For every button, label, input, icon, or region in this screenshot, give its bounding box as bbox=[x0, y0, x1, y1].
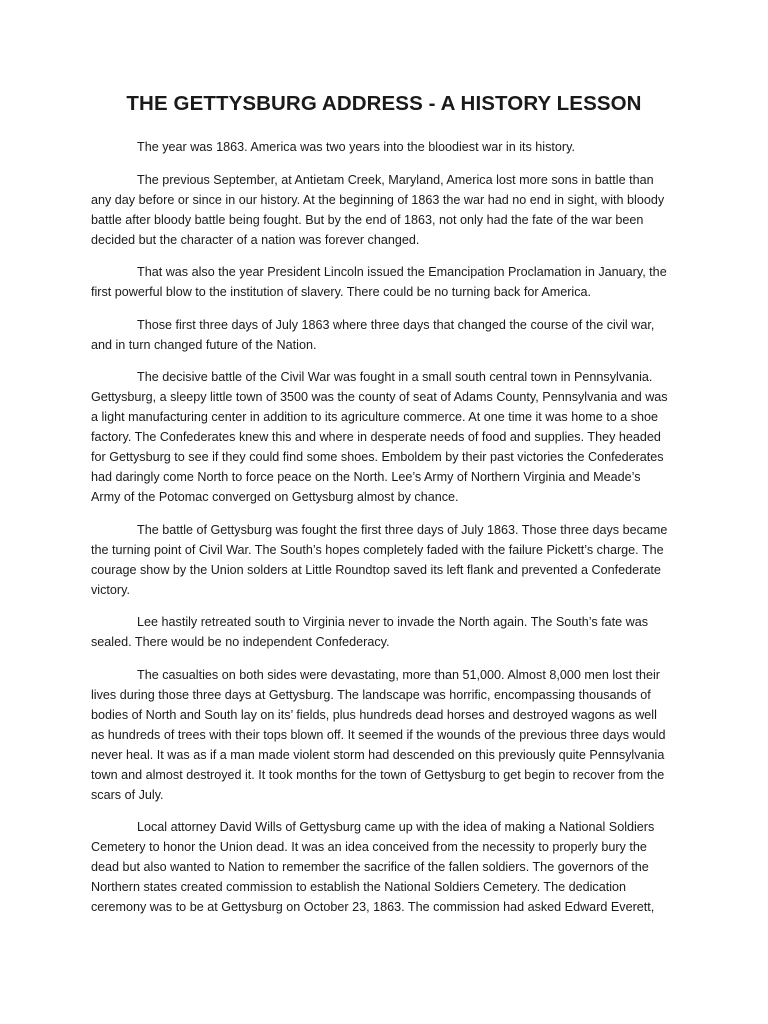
paragraph-4: Those first three days of July 1863 where three days that changed the course of the civil war, and in turn changed future of the Nation. bbox=[91, 317, 655, 352]
paragraph-7: Lee hastily retreated south to Virginia never to invade the North again. The South’s fate was sealed. There would be no independent Confederacy. bbox=[91, 615, 649, 649]
paragraph-1: The year was 1863. America was two years into the bloodiest war in its history. bbox=[137, 140, 575, 154]
paragraph-9: Local attorney David Wills of Gettysburg came up with the idea of making a National Soldiers Cemetery to honor the Union dead. It was an idea conceived from the necessity to properly bury the dead but also wanted to Nation to remember the sacrifice of the fallen soldiers. The governors of the Northern states created commission to establish the National Soldiers Cemetery. The dedication ceremony was to be at Gettysburg on October 23, 1863. The commission had asked Edward Everett, bbox=[91, 820, 655, 914]
document-title: THE GETTYSBURG ADDRESS - A HISTORY LESSON bbox=[126, 92, 642, 115]
paragraph-3: That was also the year President Lincoln issued the Emancipation Proclamation in January, the first powerful blow to the institution of slavery. There could be no turning back for America. bbox=[91, 265, 667, 299]
paragraph-6: The battle of Gettysburg was fought the first three days of July 1863. Those three days became the turning point of Civil War. The South’s hopes completely faded with the failure Pickett’s charge. The courage show by the Union solders at Little Roundtop saved its left flank and prevented a Confederate victory. bbox=[91, 522, 668, 597]
document-body bbox=[91, 137, 671, 930]
paragraph-8: The casualties on both sides were devastating, more than 51,000. Almost 8,000 men lost their lives during those three days at Gettysburg. The landscape was horrific, encompassing thousands of bodies of North and South lay on its’ fields, plus hundreds dead horses and destroyed wagons as well as hundreds of trees with their tops blown off. It seemed if the wounds of the previous three days would never heal. It was as if a man made violent storm had descended on this previously quite Pennsylvania town and almost destroyed it. It took months for the town of Gettysburg to get begin to recover from the scars of July. bbox=[91, 667, 666, 802]
paragraph-5: The decisive battle of the Civil War was fought in a small south central town in Pennsylvania. Gettysburg, a sleepy little town of 3500 was the county of seat of Adams County, Pennsylvania and was a light manufacturing center in addition to its agriculture commerce. At one time it was home to a shoe factory. The Confederates knew this and where in desperate needs of food and supplies. They headed for Gettysburg to see if they could find some shoes. Emboldem by their past victories the Confederates had daringly come North to force peace on the North. Lee’s Army of Northern Virginia and Meade’s Army of the Potomac converged on Gettysburg almost by chance. bbox=[91, 370, 668, 504]
paragraph-2: The previous September, at Antietam Creek, Maryland, America lost more sons in battle than any day before or since in our history. At the beginning of 1863 the war had no end in sight, with bloody battle after bloody battle being fought. But by the end of 1863, not only had the fate of the war been decided but the character of a nation was forever changed. bbox=[91, 172, 665, 247]
